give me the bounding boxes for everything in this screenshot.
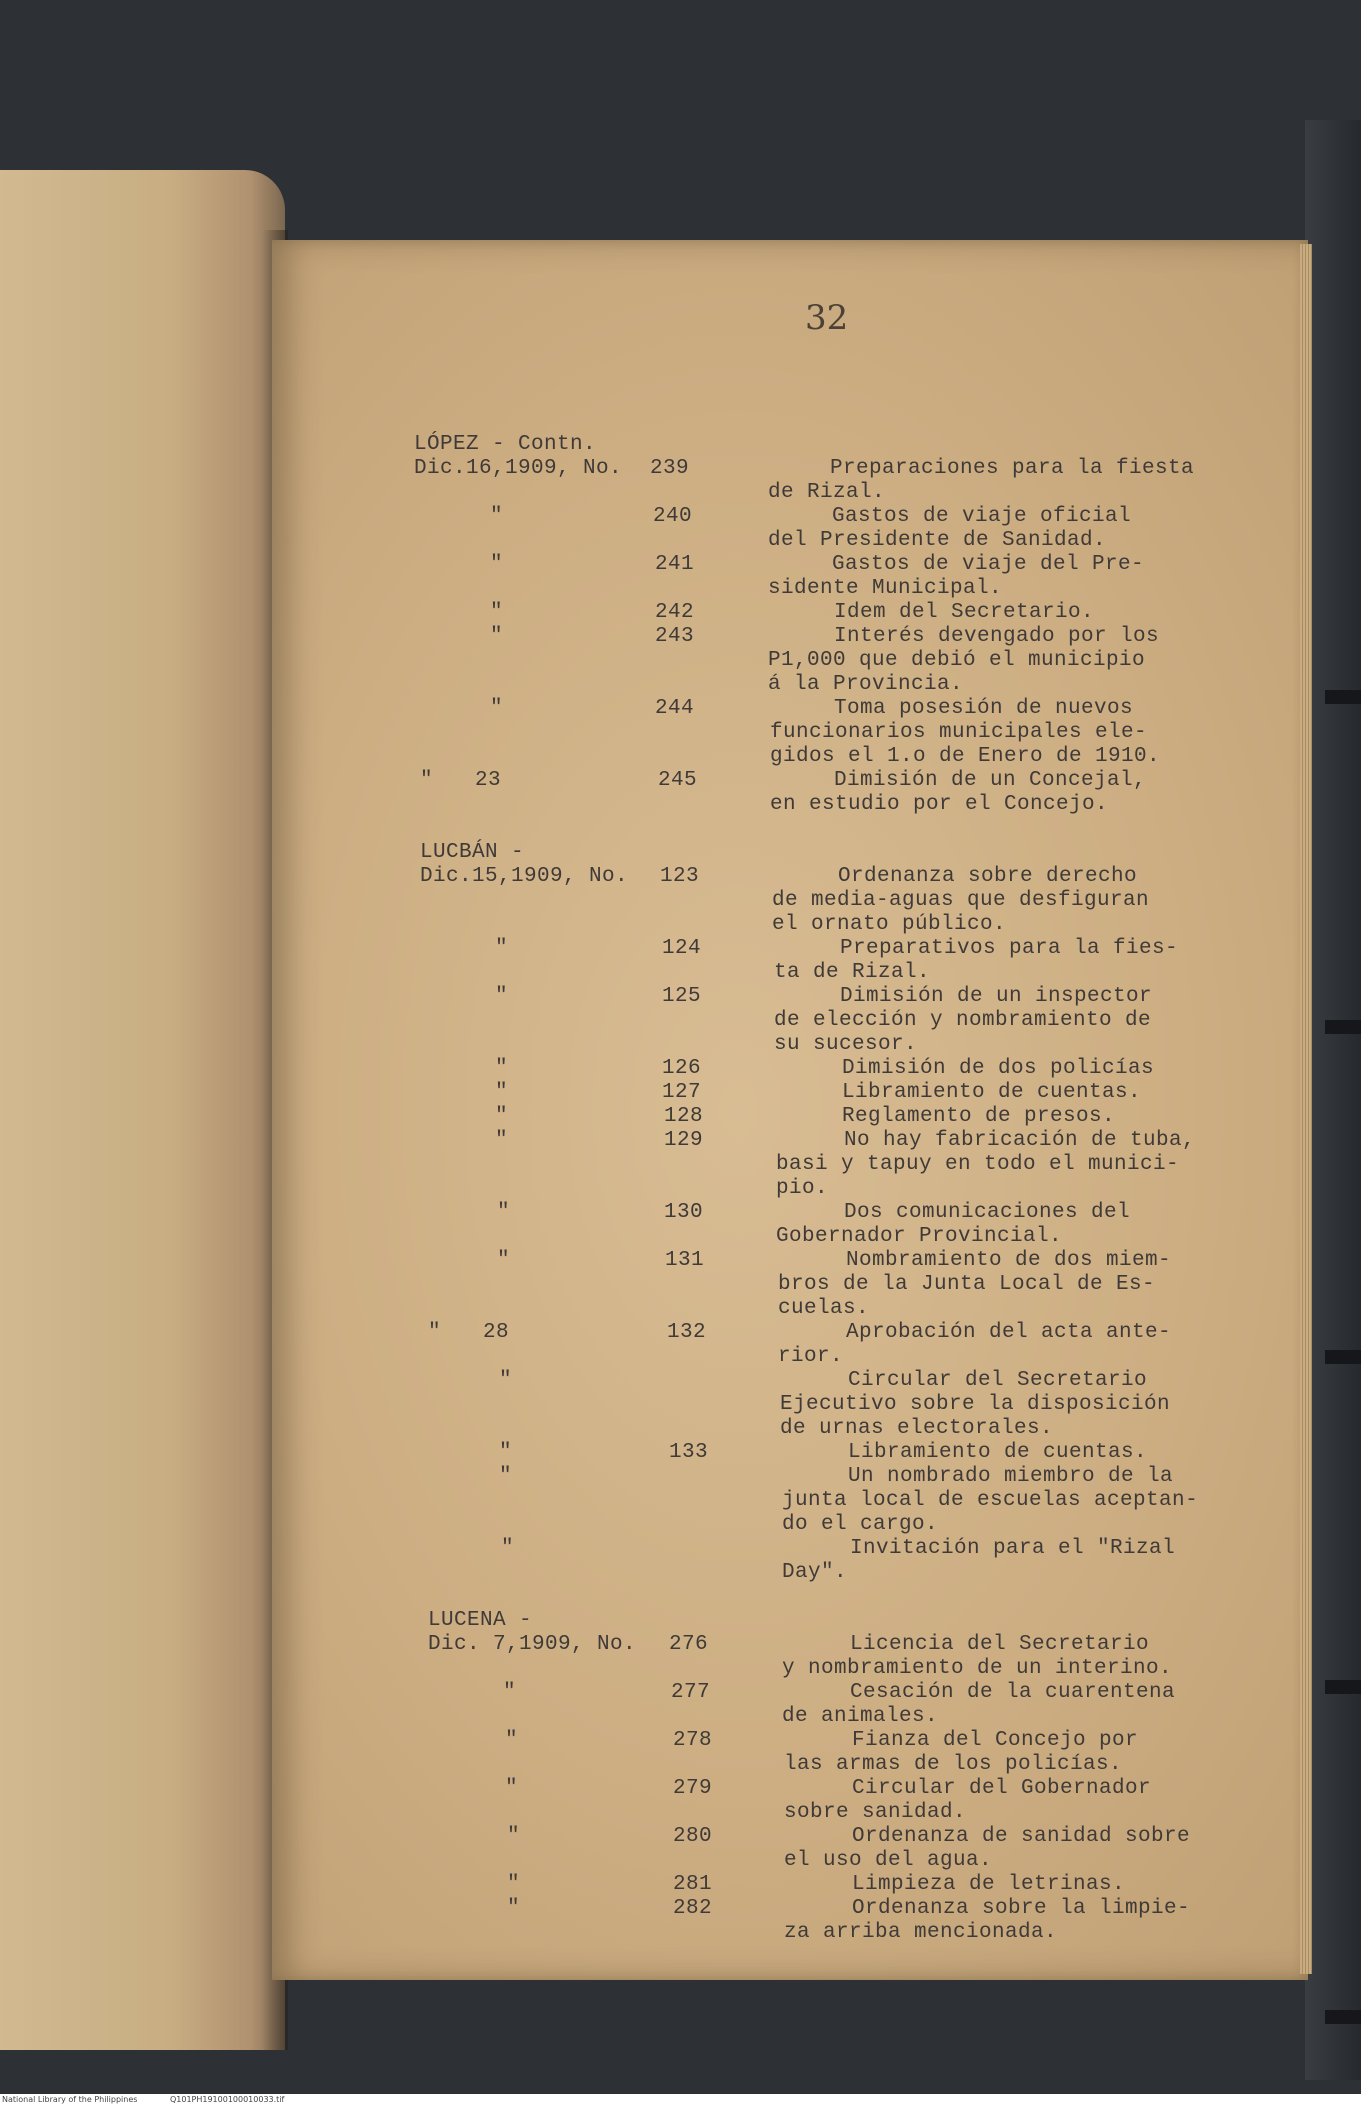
description-line: Aprobación del acta ante- xyxy=(846,1321,1172,1344)
description-line: Libramiento de cuentas. xyxy=(848,1441,1148,1464)
ditto-mark: " xyxy=(428,1321,442,1344)
binder-tab xyxy=(1325,690,1361,704)
resolution-number: 124 xyxy=(662,937,702,960)
description-line: Fianza del Concejo por xyxy=(852,1729,1139,1752)
description-line: Toma posesión de nuevos xyxy=(834,697,1134,720)
ditto-mark: " xyxy=(505,1777,519,1800)
description-line: de media-aguas que desfiguran xyxy=(772,889,1150,912)
description-line: Preparaciones para la fiesta xyxy=(830,457,1195,480)
description-line: do el cargo. xyxy=(782,1513,939,1536)
description-line: Ordenanza de sanidad sobre xyxy=(852,1825,1191,1848)
resolution-number: 281 xyxy=(673,1873,713,1896)
description-line: Interés devengado por los xyxy=(834,625,1160,648)
resolution-number: 278 xyxy=(673,1729,713,1752)
ditto-mark: " xyxy=(497,1249,511,1272)
description-line: del Presidente de Sanidad. xyxy=(768,529,1107,552)
description-line: Un nombrado miembro de la xyxy=(848,1465,1174,1488)
ditto-mark: " xyxy=(507,1825,521,1848)
resolution-number: 128 xyxy=(664,1105,704,1128)
description-line: Nombramiento de dos miem- xyxy=(846,1249,1172,1272)
description-line: las armas de los policías. xyxy=(784,1753,1123,1776)
description-line: Dimisión de un inspector xyxy=(840,985,1153,1008)
resolution-number: 240 xyxy=(653,505,693,528)
description-line: basi y tapuy en todo el munici- xyxy=(776,1153,1180,1176)
ditto-mark: " xyxy=(499,1369,513,1392)
ditto-mark: " xyxy=(505,1729,519,1752)
ditto-mark: " xyxy=(490,601,504,624)
ditto-mark: " xyxy=(497,1201,511,1224)
description-line: Preparativos para la fies- xyxy=(840,937,1179,960)
description-line: Ejecutivo sobre la disposición xyxy=(780,1393,1171,1416)
resolution-number: 282 xyxy=(673,1897,713,1920)
resolution-number: 276 xyxy=(669,1633,709,1656)
description-line: ta de Rizal. xyxy=(774,961,931,984)
description-line: Reglamento de presos. xyxy=(842,1105,1116,1128)
resolution-number: 241 xyxy=(655,553,695,576)
description-line: Dimisión de un Concejal, xyxy=(834,769,1147,792)
description-line: el uso del agua. xyxy=(784,1849,993,1872)
resolution-number: 279 xyxy=(673,1777,713,1800)
ditto-mark: " xyxy=(499,1465,513,1488)
resolution-number: 132 xyxy=(667,1321,707,1344)
backdrop-right xyxy=(1305,120,1361,2080)
description-line: de Rizal. xyxy=(768,481,886,504)
left-page xyxy=(0,170,285,2050)
ditto-mark: " xyxy=(499,1441,513,1464)
description-line: cuelas. xyxy=(778,1297,870,1320)
description-line: en estudio por el Concejo. xyxy=(770,793,1109,816)
scan-footer xyxy=(0,2094,1361,2106)
ditto-mark: " xyxy=(420,769,434,792)
ditto-mark: " xyxy=(490,697,504,720)
description-line: Idem del Secretario. xyxy=(834,601,1095,624)
description-line: Libramiento de cuentas. xyxy=(842,1081,1142,1104)
description-line: Dimisión de dos policías xyxy=(842,1057,1155,1080)
resolution-number: 126 xyxy=(662,1057,702,1080)
footer-file: Q101PH19100100010033.tif xyxy=(169,2095,285,2104)
resolution-number: 133 xyxy=(669,1441,709,1464)
description-line: Ordenanza sobre derecho xyxy=(838,865,1138,888)
resolution-number: 239 xyxy=(650,457,690,480)
description-line: rior. xyxy=(778,1345,844,1368)
resolution-number: 280 xyxy=(673,1825,713,1848)
description-line: bros de la Junta Local de Es- xyxy=(778,1273,1156,1296)
binder-tab xyxy=(1325,1680,1361,1694)
page-edge xyxy=(1300,244,1312,1974)
page-number: 32 xyxy=(805,298,849,338)
description-line: junta local de escuelas aceptan- xyxy=(782,1489,1199,1512)
resolution-number: 242 xyxy=(655,601,695,624)
footer-library: National Library of the Philippines xyxy=(2,2095,138,2104)
ditto-mark: " xyxy=(507,1873,521,1896)
description-line: Dos comunicaciones del xyxy=(844,1201,1131,1224)
description-line: za arriba mencionada. xyxy=(784,1921,1058,1944)
description-line: de elección y nombramiento de xyxy=(774,1009,1152,1032)
resolution-number: 123 xyxy=(660,865,700,888)
ditto-mark: " xyxy=(490,553,504,576)
description-line: el ornato público. xyxy=(772,913,1007,936)
ditto-mark: " xyxy=(495,1081,509,1104)
description-line: de urnas electorales. xyxy=(780,1417,1054,1440)
binder-tab xyxy=(1325,1020,1361,1034)
resolution-number: 130 xyxy=(664,1201,704,1224)
ditto-mark: " xyxy=(495,937,509,960)
entry-heading: LUCENA - xyxy=(428,1609,533,1632)
description-line: Gobernador Provincial. xyxy=(776,1225,1063,1248)
resolution-number: 245 xyxy=(658,769,698,792)
resolution-number: 125 xyxy=(662,985,702,1008)
description-line: sidente Municipal. xyxy=(768,577,1003,600)
resolution-number: 127 xyxy=(662,1081,702,1104)
description-line: Invitación para el "Rizal xyxy=(850,1537,1176,1560)
entry-heading: Dic.16,1909, No. xyxy=(414,457,623,480)
description-line: funcionarios municipales ele- xyxy=(770,721,1148,744)
ditto-mark: " xyxy=(495,985,509,1008)
description-line: sobre sanidad. xyxy=(784,1801,967,1824)
description-line: Circular del Secretario xyxy=(848,1369,1148,1392)
ditto-mark: " xyxy=(490,505,504,528)
ditto-mark: " xyxy=(507,1897,521,1920)
resolution-number: 243 xyxy=(655,625,695,648)
entry-heading: Dic. 7,1909, No. xyxy=(428,1633,637,1656)
description-line: Licencia del Secretario xyxy=(850,1633,1150,1656)
description-line: Ordenanza sobre la limpie- xyxy=(852,1897,1191,1920)
description-line: No hay fabricación de tuba, xyxy=(844,1129,1196,1152)
resolution-number: 277 xyxy=(671,1681,711,1704)
description-line: y nombramiento de un interino. xyxy=(782,1657,1173,1680)
description-line: Gastos de viaje oficial xyxy=(832,505,1132,528)
date-day: 23 xyxy=(475,769,502,792)
description-line: P1,000 que debió el municipio xyxy=(768,649,1146,672)
resolution-number: 244 xyxy=(655,697,695,720)
description-line: á la Provincia. xyxy=(768,673,964,696)
description-line: su sucesor. xyxy=(774,1033,918,1056)
ditto-mark: " xyxy=(490,625,504,648)
description-line: Circular del Gobernador xyxy=(852,1777,1152,1800)
entry-heading: LÓPEZ - Contn. xyxy=(414,433,597,456)
ditto-mark: " xyxy=(501,1537,515,1560)
entry-heading: LUCBÁN - xyxy=(420,841,525,864)
binder-tab xyxy=(1325,2010,1361,2024)
ditto-mark: " xyxy=(495,1057,509,1080)
entry-heading: Dic.15,1909, No. xyxy=(420,865,629,888)
binder-tab xyxy=(1325,1350,1361,1364)
resolution-number: 131 xyxy=(665,1249,705,1272)
description-line: Limpieza de letrinas. xyxy=(852,1873,1126,1896)
description-line: gidos el 1.o de Enero de 1910. xyxy=(770,745,1161,768)
date-day: 28 xyxy=(483,1321,510,1344)
description-line: de animales. xyxy=(782,1705,939,1728)
description-line: pio. xyxy=(776,1177,829,1200)
ditto-mark: " xyxy=(503,1681,517,1704)
resolution-number: 129 xyxy=(664,1129,704,1152)
description-line: Gastos de viaje del Pre- xyxy=(832,553,1145,576)
ditto-mark: " xyxy=(495,1105,509,1128)
ditto-mark: " xyxy=(495,1129,509,1152)
description-line: Day". xyxy=(782,1561,848,1584)
description-line: Cesación de la cuarentena xyxy=(850,1681,1176,1704)
